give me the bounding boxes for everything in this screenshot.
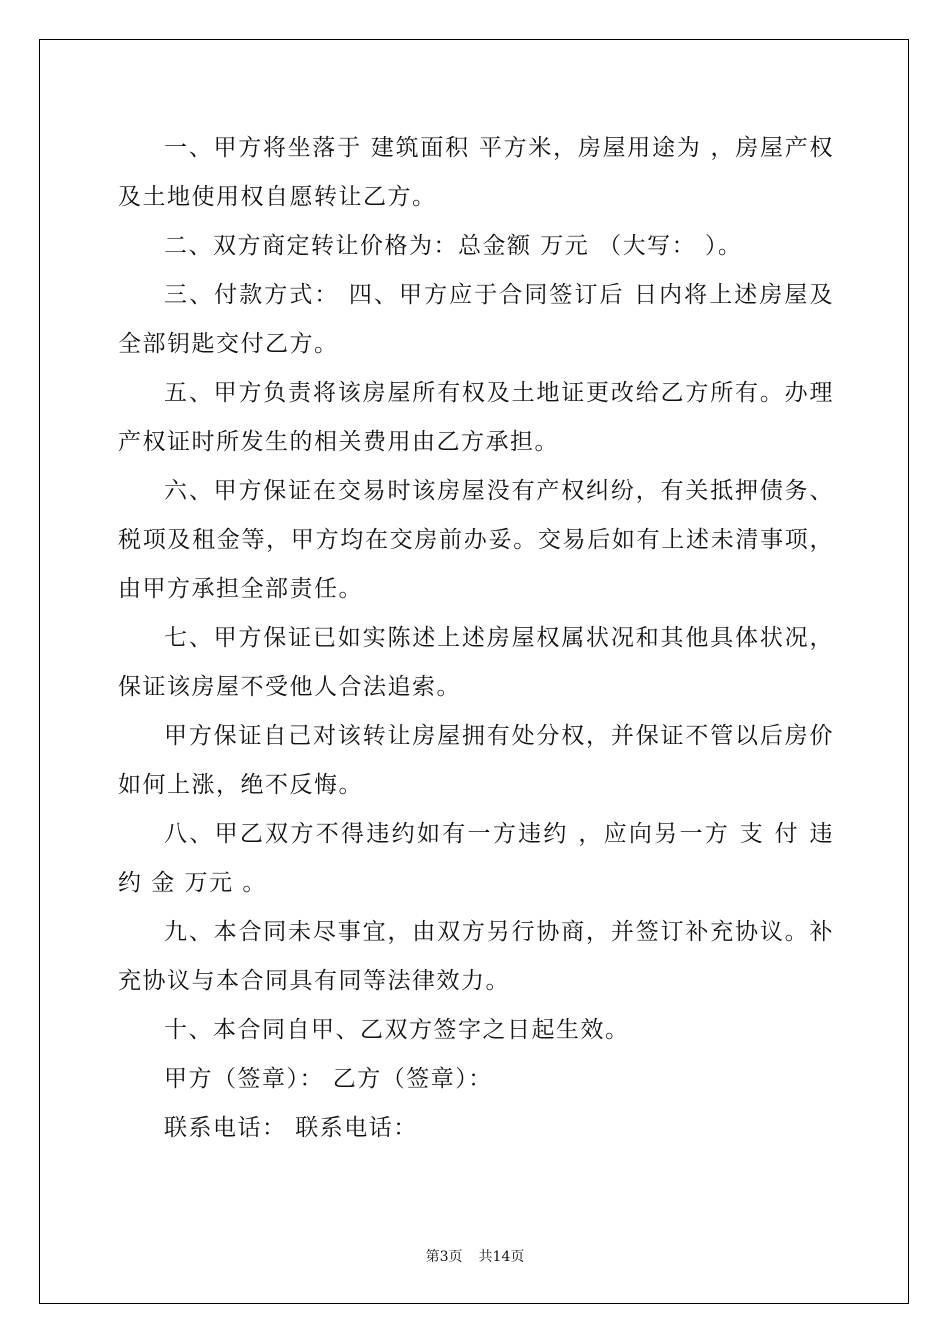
clause-9: 九、本合同未尽事宜，由双方另行协商，并签订补充协议。补充协议与本合同具有同等法律效力。: [118, 919, 834, 994]
signature-line: 甲方（签章）： 乙方（签章）：: [164, 1066, 493, 1092]
clause-10: 十、本合同自甲、乙双方签字之日起生效。: [164, 1017, 630, 1043]
page-total: 共14页: [478, 1249, 525, 1265]
contact-line: 联系电话： 联系电话：: [164, 1115, 418, 1141]
clause-3-4: 三、付款方式： 四、甲方应于合同签订后 日内将上述房屋及全部钥匙交付乙方。: [118, 282, 834, 357]
clause-2: 二、双方商定转让价格为：总金额 万元 （大写： ）。: [164, 233, 743, 259]
clause-1: 一、甲方将坐落于 建筑面积 平方米，房屋用途为 ，房屋产权及土地使用权自愿转让乙方。: [118, 135, 834, 210]
clause-7: 七、甲方保证已如实陈述上述房屋权属状况和其他具体状况，保证该房屋不受他人合法追索。: [118, 625, 834, 700]
page-number: 第3页: [425, 1249, 463, 1265]
clause-7-guarantee: 甲方保证自己对该转让房屋拥有处分权，并保证不管以后房价如何上涨，绝不反悔。: [118, 723, 834, 798]
clause-6: 六、甲方保证在交易时该房屋没有产权纠纷，有关抵押债务、税项及租金等，甲方均在交房前办妥。交易后如有上述未清事项，由甲方承担全部责任。: [118, 478, 834, 602]
page-footer: [0, 1246, 950, 1266]
clause-5: 五、甲方负责将该房屋所有权及土地证更改给乙方所有。办理产权证时所发生的相关费用由乙方承担。: [118, 380, 834, 455]
clause-8: 八、甲乙双方不得违约如有一方违约 ，应向另一方 支 付 违 约 金 万元 。: [118, 821, 834, 896]
contract-body: [118, 124, 834, 1153]
